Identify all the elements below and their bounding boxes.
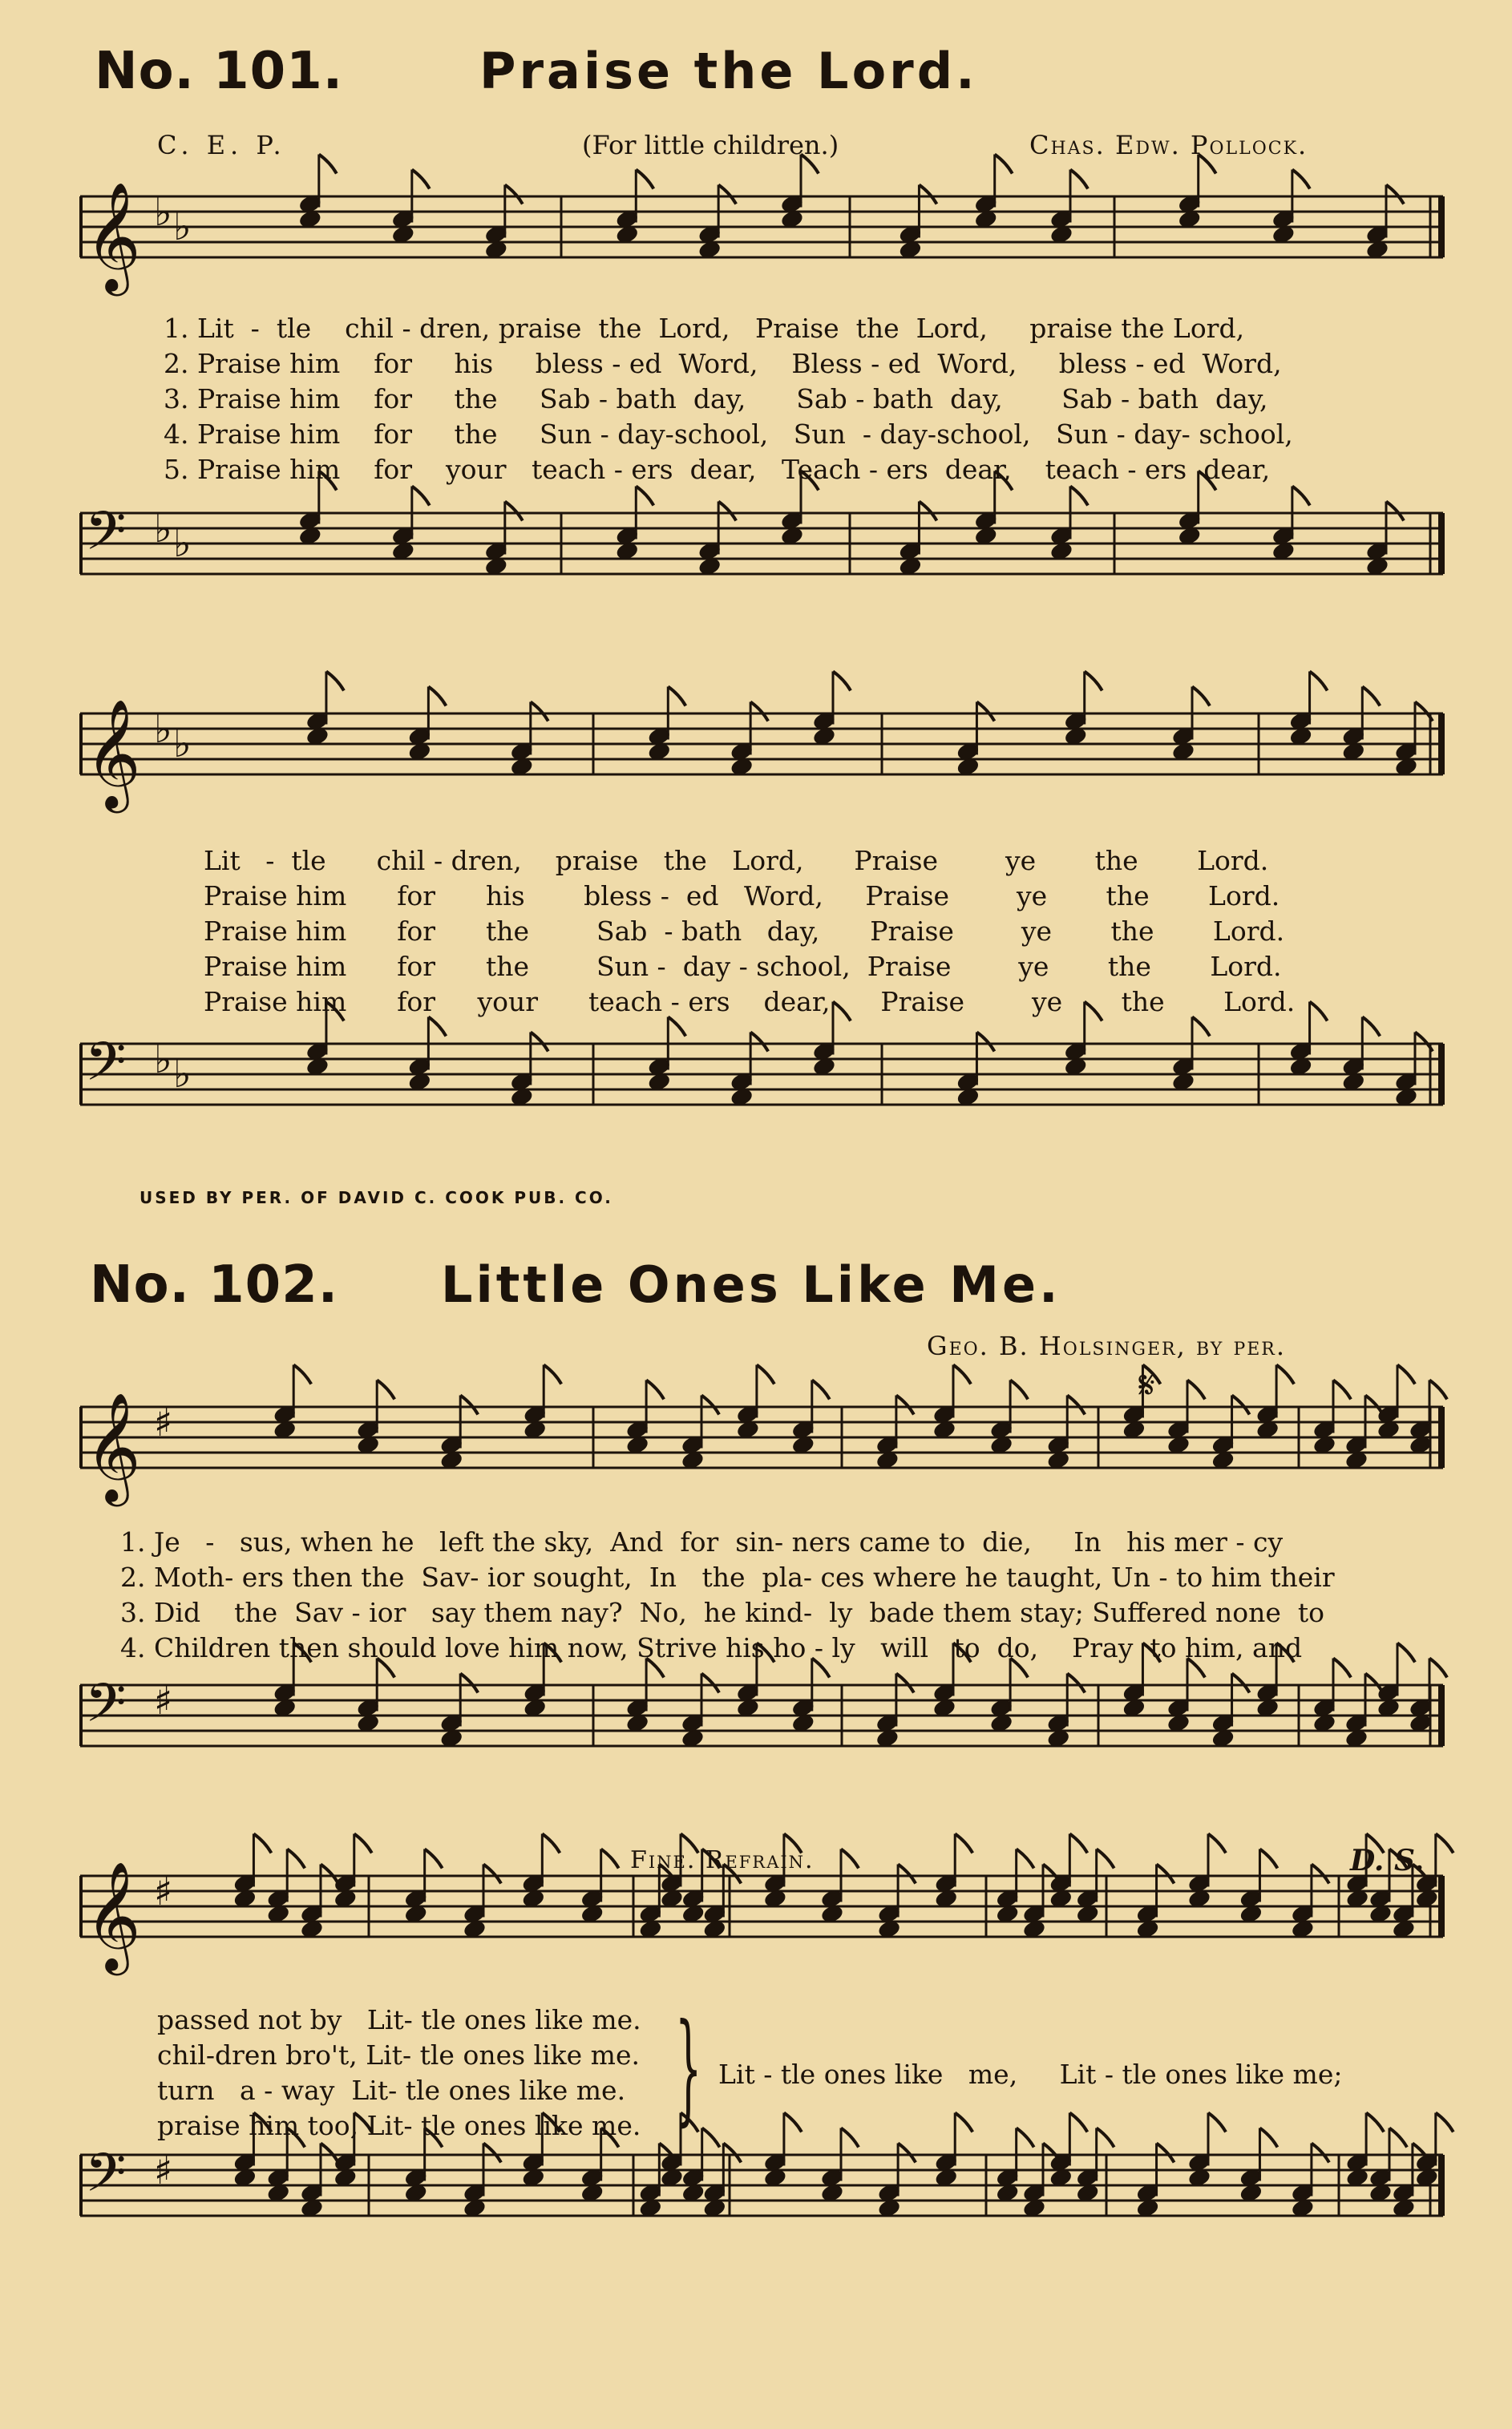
hymn-101-bass-staff-2 [80, 1028, 1443, 1196]
note-flag [1429, 1659, 1447, 1678]
verse-line: 2. Praise him for his bless - ed Word, Bless - ed Word, bless - ed Word, [164, 348, 1282, 379]
note-flag [1292, 170, 1310, 189]
note-flag [1312, 2144, 1329, 2163]
note-flag [1310, 672, 1328, 691]
bass-clef-icon: 𝄢 [85, 2142, 127, 2217]
note-flag [1366, 2113, 1384, 2132]
note-flag [702, 2128, 720, 2148]
note-flag [1232, 1396, 1250, 1415]
note-flag [1070, 487, 1088, 506]
note-flag [1208, 1834, 1226, 1853]
sharp-icon: ♯ [154, 1869, 173, 1914]
flat-icon: ♭ [154, 707, 172, 752]
note-flag [1365, 1674, 1383, 1693]
note-flag [412, 487, 430, 506]
verse-line: chil-dren bro't, Lit- tle ones like me. [157, 2039, 640, 2071]
verse-line: 4. Children then should love him now, Strive his ho - ly will to do, Pray to him, and [120, 1632, 1303, 1663]
note-flag [505, 185, 523, 204]
hymn-101-treble-staff-2 [80, 697, 1443, 866]
hymn-101-composer: Chas. Edw. Pollock. [1029, 130, 1308, 160]
note-flag [995, 155, 1013, 174]
note-flag [1310, 1002, 1328, 1021]
note-flag [601, 1849, 619, 1869]
note-flag [976, 1033, 994, 1052]
verse-line: Praise him for his bless - ed Word, Praise ye the Lord. [204, 880, 1280, 911]
note-flag [1069, 1834, 1087, 1853]
flat-icon: ♭ [154, 1037, 172, 1082]
verse-line: praise him too, Lit- tle ones like me. [157, 2110, 641, 2141]
hymn-101-bass-staff-1 [80, 497, 1443, 665]
note-flag [919, 185, 936, 204]
hymn-101-subtitle: (For little children.) [582, 130, 839, 160]
note-flag [750, 1033, 768, 1052]
hymn-101-title: Praise the Lord. [479, 42, 978, 100]
note-flag [293, 1365, 311, 1384]
note-flag [1157, 1865, 1174, 1884]
verse-line: passed not by Lit- tle ones like me. [157, 2004, 641, 2035]
note-flag [1397, 1365, 1415, 1384]
note-flag [646, 1380, 664, 1400]
note-flag [1157, 2144, 1174, 2163]
hymn-102-verses-part2 [157, 2003, 641, 2144]
note-flag [919, 502, 936, 521]
note-flag [1192, 1017, 1210, 1037]
hymn-101-verses-part2 [204, 843, 1295, 1020]
verse-line: 3. Praise him for the Sab - bath day, Sab - bath day, Sab - bath day, [164, 383, 1268, 414]
verse-line: 3. Did the Sav - ior say them nay? No, he kind- ly bade them stay; Suffered none to [120, 1597, 1324, 1628]
note-flag [425, 1849, 443, 1869]
verse-line: Praise him for the Sab - bath day, Praise ye the Lord. [204, 915, 1285, 947]
bass-clef-icon: 𝄢 [85, 1672, 127, 1747]
note-flag [1397, 1643, 1415, 1663]
note-flag [1259, 2128, 1277, 2148]
note-flag [1436, 2113, 1453, 2132]
note-flag [1429, 1380, 1447, 1400]
flat-icon: ♭ [173, 721, 192, 766]
note-flag [701, 1396, 719, 1415]
copyright-notice: USED BY PER. OF DAVID C. COOK PUB. CO. [139, 1188, 613, 1207]
note-flag [1017, 1849, 1034, 1869]
note-flag [1312, 1865, 1329, 1884]
flat-icon: ♭ [154, 507, 172, 552]
note-flag [321, 2144, 338, 2163]
note-flag [321, 1865, 338, 1884]
note-flag [898, 1865, 916, 1884]
note-flag [1415, 1033, 1433, 1052]
verse-line: 2. Moth- ers then the Sav- ior sought, In the pla- ces where he taught, Un - to him their [120, 1562, 1335, 1593]
note-flag [1067, 1674, 1085, 1693]
note-flag [1362, 687, 1380, 706]
note-flag [833, 672, 851, 691]
note-flag [1259, 1849, 1277, 1869]
note-flag [1010, 1380, 1028, 1400]
note-flag [483, 2144, 501, 2163]
hymn-102-bass-staff-1 [80, 1669, 1443, 1829]
note-flag [460, 1674, 478, 1693]
note-flag [701, 1674, 719, 1693]
note-flag [1386, 185, 1404, 204]
note-flag [1365, 1396, 1383, 1415]
note-flag [1017, 2128, 1034, 2148]
note-flag [1333, 1380, 1351, 1400]
verse-line: Lit - tle chil - dren, praise the Lord, Praise ye the Lord. [204, 845, 1269, 876]
note-flag [1069, 2113, 1087, 2132]
verse-line: 4. Praise him for the Sun - day-school, Sun - day-school, Sun - day- school, [164, 418, 1293, 450]
note-flag [542, 1834, 560, 1853]
note-flag [784, 2113, 802, 2132]
note-flag [955, 2113, 972, 2132]
verse-line: 1. Je - sus, when he left the sky, And for sin- ners came to die, In his mer - cy [120, 1526, 1284, 1558]
bass-clef-icon: 𝄢 [85, 500, 127, 575]
note-flag [1362, 1017, 1380, 1037]
note-flag [354, 1834, 372, 1853]
note-flag [723, 2144, 741, 2163]
refrain-line: Lit - tle ones like me, Lit - tle ones like me; [718, 2059, 1343, 2090]
note-flag [1292, 487, 1310, 506]
hymn-102-number: No. 102. [90, 1255, 339, 1315]
sharp-icon: ♯ [154, 1679, 173, 1724]
note-flag [898, 2144, 916, 2163]
note-flag [1070, 170, 1088, 189]
hymn-102-verses-part1 [120, 1525, 1335, 1666]
sharp-icon: ♯ [154, 1400, 173, 1445]
note-flag [636, 487, 653, 506]
note-flag [750, 702, 768, 721]
note-flag [1232, 1674, 1250, 1693]
note-flag [544, 1365, 561, 1384]
note-flag [636, 170, 653, 189]
hymn-101-lyricist: C. E. P. [157, 130, 286, 160]
verse-line: Praise him for the Sun - day - school, Praise ye the Lord. [204, 951, 1282, 982]
hymn-102-title: Little Ones Like Me. [441, 1255, 1061, 1314]
note-flag [668, 1017, 685, 1037]
treble-clef-icon: 𝄞 [85, 1391, 141, 1501]
note-flag [757, 1365, 774, 1384]
treble-clef-icon: 𝄞 [85, 697, 141, 808]
note-flag [1386, 502, 1404, 521]
note-flag [841, 1849, 859, 1869]
note-flag [483, 1865, 501, 1884]
hymn-102-bass-staff-2 [80, 2139, 1443, 2299]
note-flag [1187, 1380, 1205, 1400]
note-flag [1208, 2113, 1226, 2132]
note-flag [1436, 1834, 1453, 1853]
note-flag [953, 1365, 971, 1384]
note-flag [723, 1865, 741, 1884]
note-flag [718, 185, 736, 204]
hymn-101-verses-part1 [164, 311, 1293, 487]
note-flag [326, 672, 344, 691]
note-flag [377, 1380, 394, 1400]
flat-icon: ♭ [154, 190, 172, 235]
note-flag [668, 687, 685, 706]
note-flag [718, 502, 736, 521]
hymn-102-treble-staff-2 [80, 1860, 1443, 2020]
flat-icon: ♭ [173, 1052, 192, 1097]
note-flag [287, 1849, 305, 1869]
sharp-icon: ♯ [154, 2148, 173, 2193]
note-flag [1192, 687, 1210, 706]
note-flag [1276, 1365, 1294, 1384]
verse-line: 5. Praise him for your teach - ers dear, Teach - ers dear, teach - ers dear, [164, 454, 1271, 485]
verse-line: 1. Lit - tle chil - dren, praise the Lord, Praise the Lord, praise the Lord, [164, 313, 1245, 344]
note-flag [1415, 702, 1433, 721]
note-flag [1333, 1659, 1351, 1678]
note-flag [1097, 2128, 1114, 2148]
bass-clef-icon: 𝄢 [85, 1031, 127, 1105]
note-flag [1067, 1396, 1085, 1415]
note-flag [319, 155, 337, 174]
note-flag [1389, 2128, 1407, 2148]
fine-refrain-mark: Fine. Refrain. [630, 1846, 815, 1874]
hymn-102-composer: Geo. B. Holsinger, by per. [927, 1331, 1287, 1361]
hymn-101-number: No. 101. [95, 42, 344, 101]
treble-clef-icon: 𝄞 [85, 1860, 141, 1970]
note-flag [976, 702, 994, 721]
note-flag [412, 170, 430, 189]
note-flag [253, 1834, 271, 1853]
note-flag [428, 687, 446, 706]
note-flag [896, 1674, 914, 1693]
ds-mark: D. S. [1350, 1844, 1425, 1877]
verse-line: Praise him for your teach - ers dear, Praise ye the Lord. [204, 986, 1296, 1017]
note-flag [1085, 672, 1102, 691]
treble-clef-icon: 𝄞 [85, 180, 141, 291]
note-flag [1097, 1849, 1114, 1869]
flat-icon: ♭ [173, 521, 192, 566]
note-flag [531, 702, 548, 721]
note-flag [812, 1380, 830, 1400]
segno-icon: 𝄋 [1138, 1363, 1155, 1408]
verse-line: turn a - way Lit- tle ones like me. [157, 2075, 626, 2106]
note-flag [841, 2128, 859, 2148]
verse-brace: } [675, 1999, 702, 2138]
flat-icon: ♭ [173, 204, 192, 249]
note-flag [531, 1033, 548, 1052]
note-flag [505, 502, 523, 521]
note-flag [955, 1834, 972, 1853]
note-flag [460, 1396, 478, 1415]
note-flag [428, 1017, 446, 1037]
note-flag [896, 1396, 914, 1415]
